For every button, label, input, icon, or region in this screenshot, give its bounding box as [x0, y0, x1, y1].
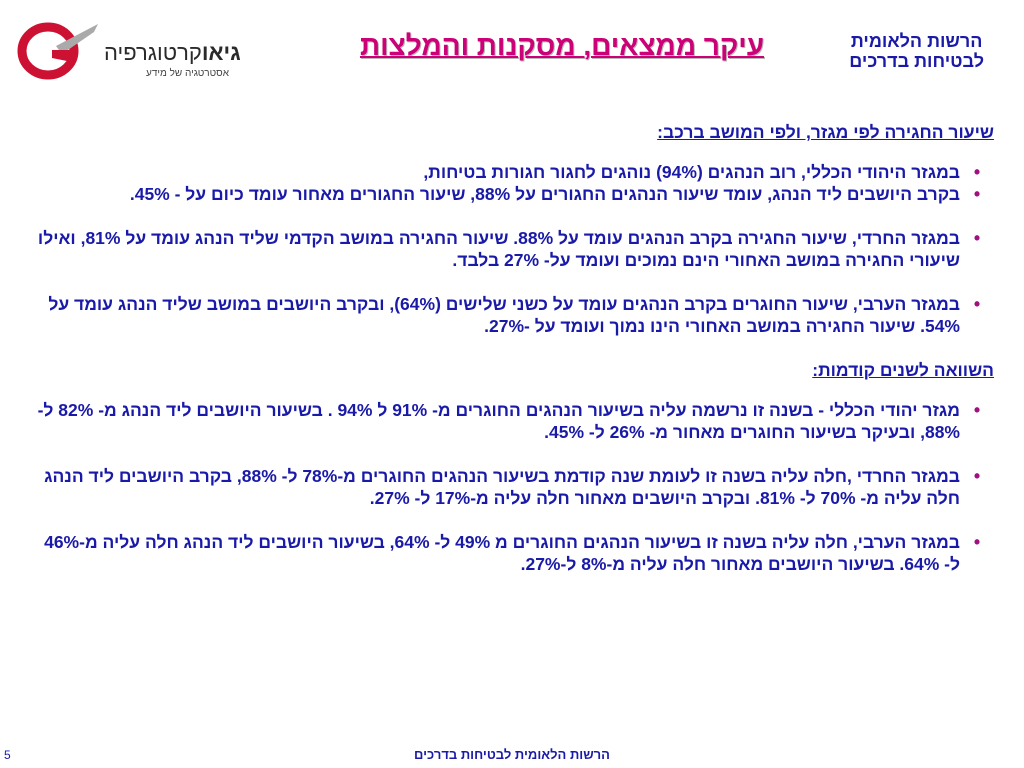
logo-name-light: קרטוגרפיה	[104, 40, 202, 65]
logo-tagline: אסטרטגיה של מידע	[146, 68, 229, 79]
bullet-icon: •	[973, 532, 981, 552]
comparison-jewish	[32, 399, 994, 443]
logo-wordmark	[104, 40, 241, 66]
finding-jewish-drivers	[32, 161, 994, 183]
bullet-icon: •	[973, 184, 981, 204]
logo-name-bold: גיאו	[201, 40, 241, 65]
comparison-haredi	[32, 465, 994, 509]
comparison-arab	[32, 531, 994, 575]
geocartography-logo	[12, 18, 242, 80]
bullet-icon: •	[973, 162, 981, 182]
findings-list	[32, 161, 994, 337]
finding-arab	[32, 293, 994, 337]
comparison-text: במגזר הערבי, חלה עליה בשנה זו בשיעור הנהגים החוגרים מ 49% ל- 64%, בשיעור היושבים ליד הנהג חלה עליה מ-46% ל- 64%. בשיעור היושבים מאחור חלה עליה מ-8% ל-27%.	[44, 532, 960, 574]
finding-text: במגזר היהודי הכללי, רוב הנהגים (94%) נוהגים לחגור חגורות בטיחות,	[423, 162, 960, 182]
finding-text: במגזר החרדי, שיעור החגירה בקרב הנהגים עומד על 88%. שיעור החגירה במושב הקדמי שליד הנהג עומד על 81%, ואילו שיעורי החגירה במושב האחורי הינם נמוכים ועומד על- 27% בלבד.	[37, 228, 960, 270]
logo-g-mark-icon	[12, 18, 100, 80]
bullet-icon: •	[973, 400, 981, 420]
finding-text: בקרב היושבים ליד הנהג, עומד שיעור הנהגים החגורים על 88%, שיעור החגורים מאחור עומד כיום על - 45%.	[129, 184, 960, 204]
slide-content	[32, 121, 994, 575]
finding-jewish-passengers	[32, 183, 994, 205]
bullet-icon: •	[973, 466, 981, 486]
bullet-icon: •	[973, 228, 981, 248]
finding-text: במגזר הערבי, שיעור החוגרים בקרב הנהגים עומד על כשני שלישים (64%), ובקרב היושבים במושב שליד הנהג עומד על 54%. שיעור החגירה במושב האחורי הינו נמוך ועומד על -27%.	[48, 294, 960, 336]
page-title: עיקר ממצאים, מסקנות והמלצות	[359, 30, 765, 61]
finding-haredi	[32, 227, 994, 271]
comparison-list	[32, 399, 994, 575]
section-heading-seatbelt-rate: שיעור החגירה לפי מגזר, ולפי המושב ברכב:	[657, 122, 994, 142]
comparison-text: מגזר יהודי הכללי - בשנה זו נרשמה עליה בשיעור הנהגים החוגרים מ- 91% ל 94% . בשיעור היושבים ליד הנהג מ- 82% ל- 88%, ובעיקר בשיעור החוגרים מאחור מ- 26% ל- 45%.	[37, 400, 960, 442]
section-heading-comparison: השוואה לשנים קודמות:	[812, 360, 994, 380]
page-number: 5	[4, 748, 11, 762]
footer-organization: הרשות הלאומית לבטיחות בדרכים	[414, 747, 610, 762]
comparison-text: במגזר החרדי ,חלה עליה בשנה זו לעומת שנה קודמת בשיעור הנהגים החוגרים מ-78% ל- 88%, בקרב היושבים ליד הנהג חלה עליה מ- 70% ל- 81%. ובקרב היושבים מאחור חלה עליה מ-17% ל- 27%.	[44, 466, 960, 508]
organization-name-line1: הרשות הלאומית	[850, 31, 983, 51]
organization-name	[849, 31, 984, 71]
bullet-icon: •	[973, 294, 981, 314]
organization-name-line2: לבטיחות בדרכים	[849, 51, 984, 71]
